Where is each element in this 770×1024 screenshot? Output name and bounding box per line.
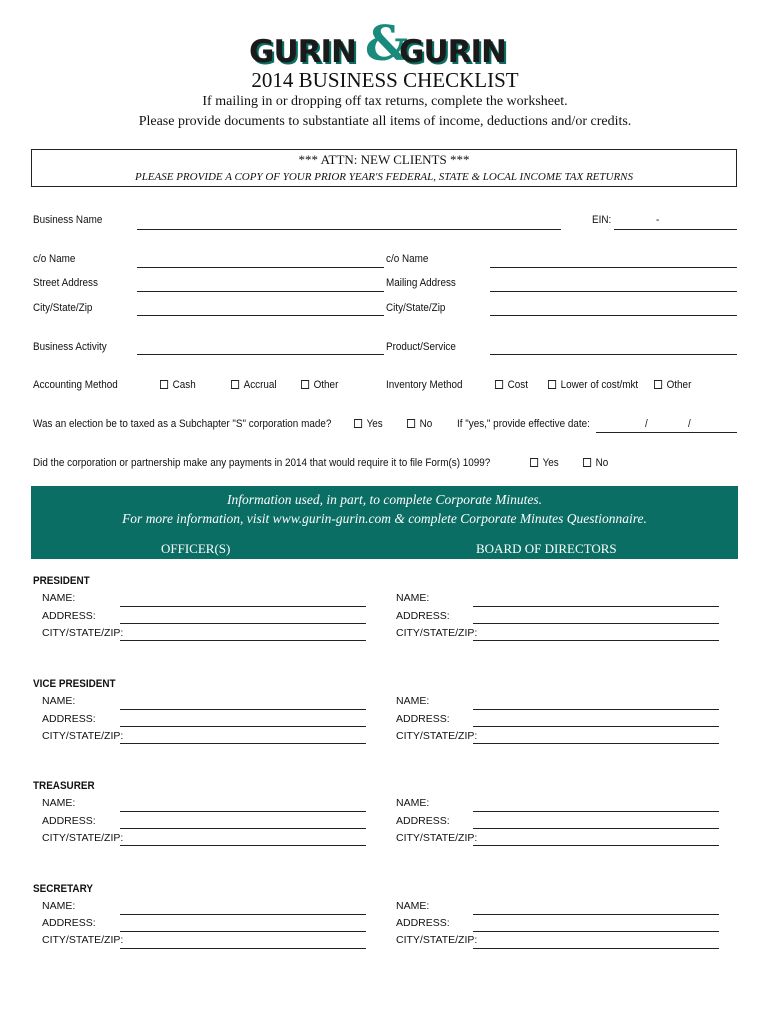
director-city-label: CITY/STATE/ZIP: [396, 627, 478, 639]
director-address-label: ADDRESS: [396, 610, 450, 622]
option-label: Yes [366, 418, 383, 430]
officer-city-line[interactable] [120, 743, 366, 744]
checkbox-icon[interactable] [301, 380, 309, 389]
officer-name-line[interactable] [120, 606, 366, 607]
option-label: No [419, 418, 433, 430]
director-name-label: NAME: [396, 900, 430, 912]
checkbox-icon[interactable] [654, 380, 662, 389]
director-city-line[interactable] [473, 640, 719, 641]
director-name-label: NAME: [396, 695, 430, 707]
option-label: Cash [172, 379, 196, 391]
officer-name-line[interactable] [120, 811, 366, 812]
officer-address-label: ADDRESS: [42, 917, 96, 929]
director-name-label: NAME: [396, 797, 430, 809]
inventory-option-cost[interactable] [495, 379, 528, 391]
director-address-line[interactable] [473, 828, 719, 829]
checkbox-icon[interactable] [530, 458, 538, 467]
form-1099-yes[interactable] [530, 457, 559, 469]
business-activity-line[interactable] [137, 354, 384, 355]
attn-heading: *** ATTN: NEW CLIENTS *** [298, 152, 470, 167]
director-address-label: ADDRESS: [396, 713, 450, 725]
checkbox-icon[interactable] [495, 380, 503, 389]
s-election-question: Was an election be to taxed as a Subchapter "S" corporation made? [33, 418, 332, 430]
director-name-line[interactable] [473, 709, 719, 710]
checkbox-icon[interactable] [160, 380, 168, 389]
section-vice-president: VICE PRESIDENT [33, 678, 116, 690]
form-1099-question: Did the corporation or partnership make any payments in 2014 that would require it to file Form(s) 1099? [33, 457, 491, 469]
inventory-option-lcm[interactable] [548, 379, 638, 391]
officer-address-line[interactable] [120, 623, 366, 624]
checkbox-icon[interactable] [583, 458, 591, 467]
option-label: Other [313, 379, 339, 391]
checkbox-icon[interactable] [548, 380, 556, 389]
city-label-right: City/State/Zip [386, 302, 446, 314]
director-name-line[interactable] [473, 811, 719, 812]
director-city-line[interactable] [473, 845, 719, 846]
director-city-line[interactable] [473, 743, 719, 744]
street-address-label: Street Address [33, 277, 98, 289]
co-name-label-left: c/o Name [33, 253, 76, 265]
ein-label: EIN: [592, 214, 612, 226]
director-name-label: NAME: [396, 592, 430, 604]
banner-line-2: For more information, visit www.gurin-gurin.com & complete Corporate Minutes Questionnaire. [122, 511, 647, 526]
director-name-line[interactable] [473, 606, 719, 607]
officer-name-label: NAME: [42, 592, 76, 604]
accounting-option-other[interactable] [301, 379, 338, 391]
logo-ampersand: & [365, 16, 409, 72]
director-city-label: CITY/STATE/ZIP: [396, 730, 478, 742]
officer-address-line[interactable] [120, 726, 366, 727]
option-label: Lower of cost/mkt [560, 379, 639, 391]
director-city-line[interactable] [473, 948, 719, 949]
option-label: Cost [507, 379, 528, 391]
date-slash-1: / [645, 418, 648, 430]
form-1099-no[interactable] [583, 457, 608, 469]
business-activity-label: Business Activity [33, 341, 107, 353]
option-label: Yes [542, 457, 559, 469]
accounting-option-cash[interactable] [160, 379, 196, 391]
option-label: Other [666, 379, 692, 391]
officer-city-label: CITY/STATE/ZIP: [42, 832, 124, 844]
intro-line-2: Please provide documents to substantiate all items of income, deductions and/or credits. [138, 114, 632, 129]
co-name-line-left[interactable] [137, 267, 384, 268]
logo-left-word: GURIN [249, 34, 356, 70]
business-name-line[interactable] [137, 229, 561, 230]
city-line-right[interactable] [490, 315, 737, 316]
officer-name-label: NAME: [42, 797, 76, 809]
director-city-label: CITY/STATE/ZIP: [396, 832, 478, 844]
officer-address-label: ADDRESS: [42, 815, 96, 827]
officers-heading: OFFICER(S) [161, 541, 231, 556]
inventory-option-other[interactable] [654, 379, 691, 391]
officer-name-line[interactable] [120, 709, 366, 710]
officer-city-label: CITY/STATE/ZIP: [42, 627, 124, 639]
product-service-label: Product/Service [386, 341, 456, 353]
officer-address-line[interactable] [120, 828, 366, 829]
officer-city-label: CITY/STATE/ZIP: [42, 934, 124, 946]
officer-address-label: ADDRESS: [42, 713, 96, 725]
corporate-minutes-banner [31, 486, 738, 559]
director-city-label: CITY/STATE/ZIP: [396, 934, 478, 946]
business-name-label: Business Name [33, 214, 103, 226]
director-address-label: ADDRESS: [396, 917, 450, 929]
effective-date-label: If "yes," provide effective date: [457, 418, 590, 430]
accounting-option-accrual[interactable] [231, 379, 277, 391]
director-address-line[interactable] [473, 931, 719, 932]
effective-date-line[interactable] [596, 432, 737, 433]
co-name-line-right[interactable] [490, 267, 737, 268]
attn-note: PLEASE PROVIDE A COPY OF YOUR PRIOR YEAR'S FEDERAL, STATE & LOCAL INCOME TAX RETURNS [134, 171, 634, 183]
director-address-label: ADDRESS: [396, 815, 450, 827]
director-name-line[interactable] [473, 914, 719, 915]
page-title: 2014 BUSINESS CHECKLIST [251, 68, 519, 92]
new-clients-box [31, 149, 737, 187]
director-address-line[interactable] [473, 726, 719, 727]
product-service-line[interactable] [490, 354, 737, 355]
directors-heading: BOARD OF DIRECTORS [476, 541, 617, 556]
mailing-address-label: Mailing Address [386, 277, 456, 289]
city-line-left[interactable] [137, 315, 384, 316]
logo-right-word: GURIN [399, 34, 506, 70]
officer-city-line[interactable] [120, 640, 366, 641]
officer-name-label: NAME: [42, 695, 76, 707]
officer-address-line[interactable] [120, 931, 366, 932]
co-name-label-right: c/o Name [386, 253, 429, 265]
ein-line[interactable] [614, 229, 737, 230]
city-label-left: City/State/Zip [33, 302, 93, 314]
checkbox-icon[interactable] [407, 419, 415, 428]
mailing-address-line[interactable] [490, 291, 737, 292]
s-election-no[interactable] [407, 418, 432, 430]
option-label: No [595, 457, 609, 469]
officer-city-line[interactable] [120, 845, 366, 846]
s-election-yes[interactable] [354, 418, 383, 430]
option-label: Accrual [243, 379, 277, 391]
officer-city-line[interactable] [120, 948, 366, 949]
checkbox-icon[interactable] [354, 419, 362, 428]
street-address-line[interactable] [137, 291, 384, 292]
logo [249, 16, 525, 74]
checkbox-icon[interactable] [231, 380, 239, 389]
inventory-method-label: Inventory Method [386, 379, 463, 391]
officer-name-line[interactable] [120, 914, 366, 915]
officer-city-label: CITY/STATE/ZIP: [42, 730, 124, 742]
section-president: PRESIDENT [33, 575, 90, 587]
section-treasurer: TREASURER [33, 780, 95, 792]
officer-address-label: ADDRESS: [42, 610, 96, 622]
director-address-line[interactable] [473, 623, 719, 624]
ein-separator: - [656, 214, 660, 226]
intro-line-1: If mailing in or dropping off tax returns, complete the worksheet. [202, 94, 568, 109]
section-secretary: SECRETARY [33, 883, 93, 895]
date-slash-2: / [688, 418, 691, 430]
accounting-method-label: Accounting Method [33, 379, 118, 391]
banner-line-1: Information used, in part, to complete Corporate Minutes. [227, 492, 542, 507]
officer-name-label: NAME: [42, 900, 76, 912]
